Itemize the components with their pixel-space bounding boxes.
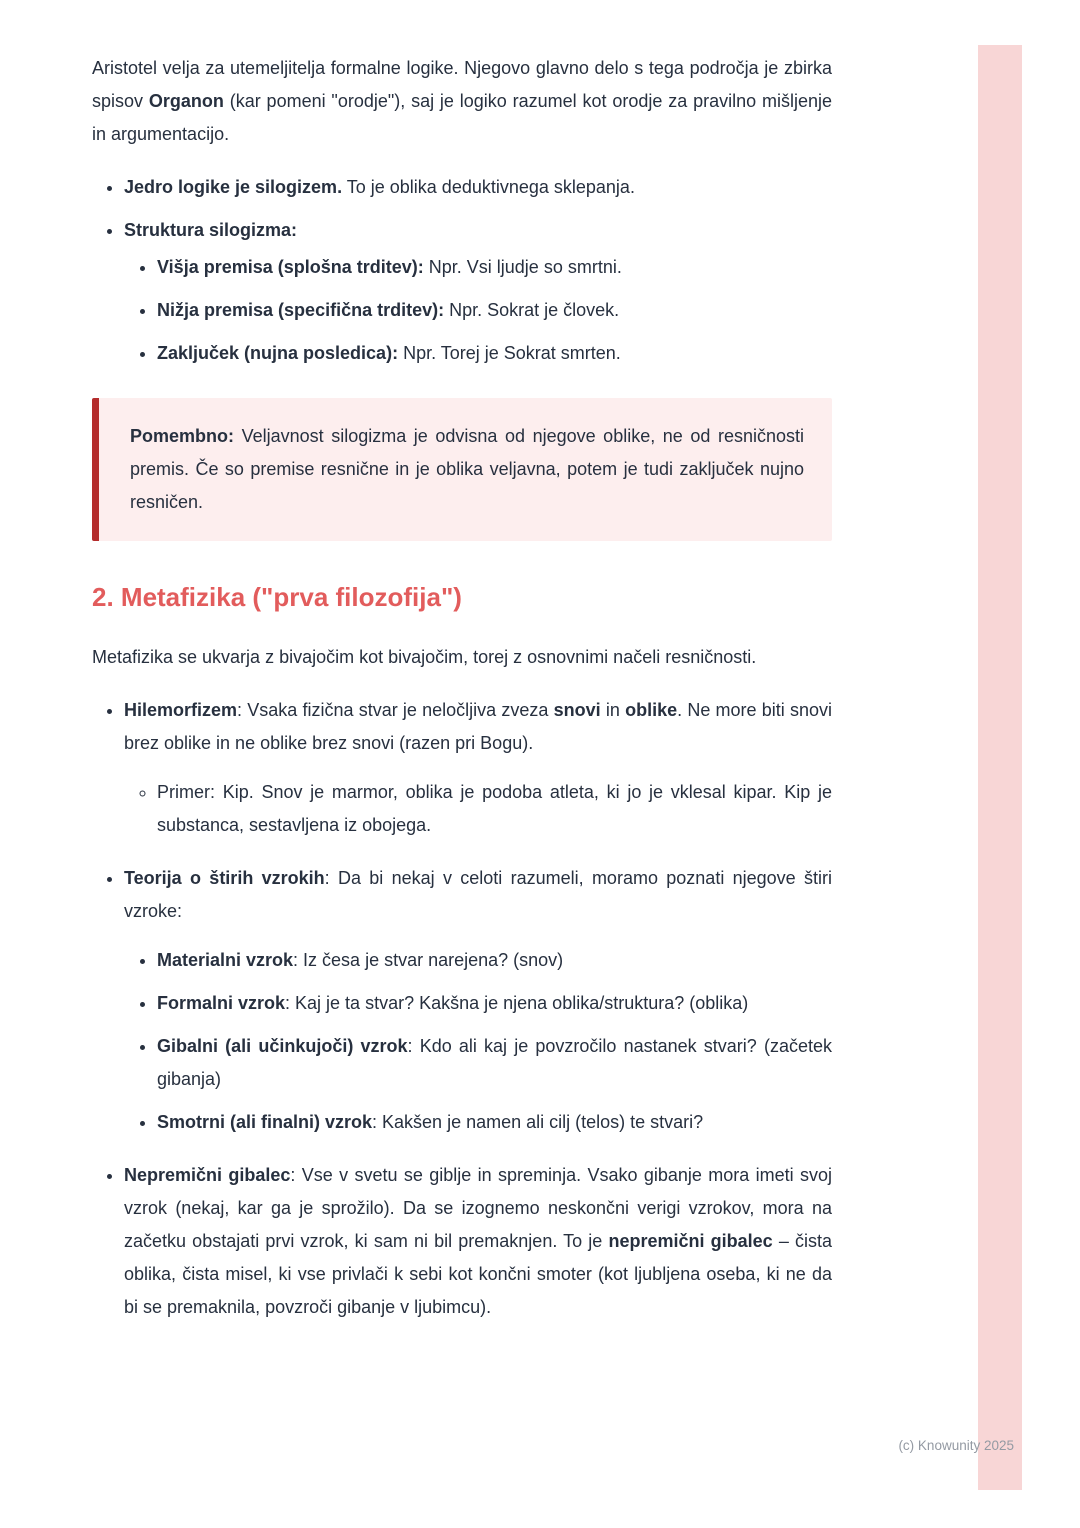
- logic-list: [92, 171, 832, 370]
- important-callout: [92, 398, 832, 541]
- list-item-text: Hilemorfizem: Vsaka fizična stvar je neločljiva zveza snovi in oblike. Ne more biti snovi brez oblike in ne oblike brez snovi (razen pri Bogu).: [124, 700, 833, 753]
- list-item-text: Gibalni (ali učinkujoči) vzrok: Kdo ali kaj je povzročilo nastanek stvari? (začetek gibanja): [157, 1036, 833, 1089]
- list-item: [157, 944, 832, 977]
- syllogism-sublist: [124, 251, 832, 370]
- list-item: [157, 251, 832, 284]
- list-item: [124, 1159, 832, 1324]
- list-item-text: Teorija o štirih vzrokih: Da bi nekaj v celoti razumeli, moramo poznati njegove štiri vzroke:: [124, 868, 832, 921]
- list-item: [157, 1106, 832, 1139]
- list-item: [157, 1030, 832, 1096]
- list-item: [124, 862, 832, 1139]
- intro-paragraph: Aristotel velja za utemeljitelja formalne logike. Njegovo glavno delo s tega področja je zbirka spisov Organon (kar pomeni "orodje"), saj je logiko razumel kot orodje za pravilno mišljenje in argumentacijo.: [92, 58, 832, 144]
- list-item-text: Primer: Kip. Snov je marmor, oblika je podoba atleta, ki jo je vklesal kipar. Kip je substanca, sestavljena iz obojega.: [157, 782, 832, 835]
- copyright-footer: (c) Knowunity 2025: [898, 1438, 1014, 1453]
- side-accent-stripe: [978, 45, 1022, 1490]
- section-heading: 2. Metafizika ("prva filozofija"): [92, 582, 462, 612]
- list-item: [124, 694, 832, 842]
- list-item: [157, 776, 832, 842]
- list-item-text: Višja premisa (splošna trditev): Npr. Vsi ljudje so smrtni.: [157, 257, 622, 277]
- list-item: [124, 214, 832, 370]
- metaphysics-intro-paragraph: Metafizika se ukvarja z bivajočim kot bivajočim, torej z osnovnimi načeli resničnosti.: [92, 647, 757, 667]
- metaphysics-list: [92, 694, 832, 1324]
- list-item: [157, 337, 832, 370]
- list-item-text: Formalni vzrok: Kaj je ta stvar? Kakšna je njena oblika/struktura? (oblika): [157, 993, 749, 1013]
- list-item-text: Smotrni (ali finalni) vzrok: Kakšen je namen ali cilj (telos) te stvari?: [157, 1112, 704, 1132]
- callout-text: Pomembno: Veljavnost silogizma je odvisna od njegove oblike, ne od resničnosti premis. Če so premise resnične in je oblika veljavna, potem je tudi zaključek nujno resničen.: [130, 426, 804, 512]
- list-item-text: Nižja premisa (specifična trditev): Npr. Sokrat je človek.: [157, 300, 620, 320]
- page-content: [92, 52, 832, 1344]
- list-item-text: Nepremični gibalec: Vse v svetu se giblje in spreminja. Vsako gibanje mora imeti svoj vzrok (nekaj, kar ga je sprožilo). Da se izognemo neskončni verigi vzrokov, mora na začetku obstajati prvi vzrok, ki sam ni bil premaknjen. To je nepremični gibalec – čista oblika, čista misel, ki vse privlači k sebi kot končni smoter (kot ljubljena oseba, ki ne da bi se premaknila, povzroči gibanje v ljubimcu).: [124, 1165, 832, 1317]
- example-sublist: [124, 776, 832, 842]
- list-item: [124, 171, 832, 204]
- list-item-text: Materialni vzrok: Iz česa je stvar narejena? (snov): [157, 950, 564, 970]
- list-item-text: Struktura silogizma:: [124, 220, 298, 240]
- list-item-text: Zaključek (nujna posledica): Npr. Torej je Sokrat smrten.: [157, 343, 621, 363]
- list-item-text: Jedro logike je silogizem. To je oblika deduktivnega sklepanja.: [124, 177, 635, 197]
- causes-sublist: [124, 944, 832, 1139]
- list-item: [157, 294, 832, 327]
- list-item: [157, 987, 832, 1020]
